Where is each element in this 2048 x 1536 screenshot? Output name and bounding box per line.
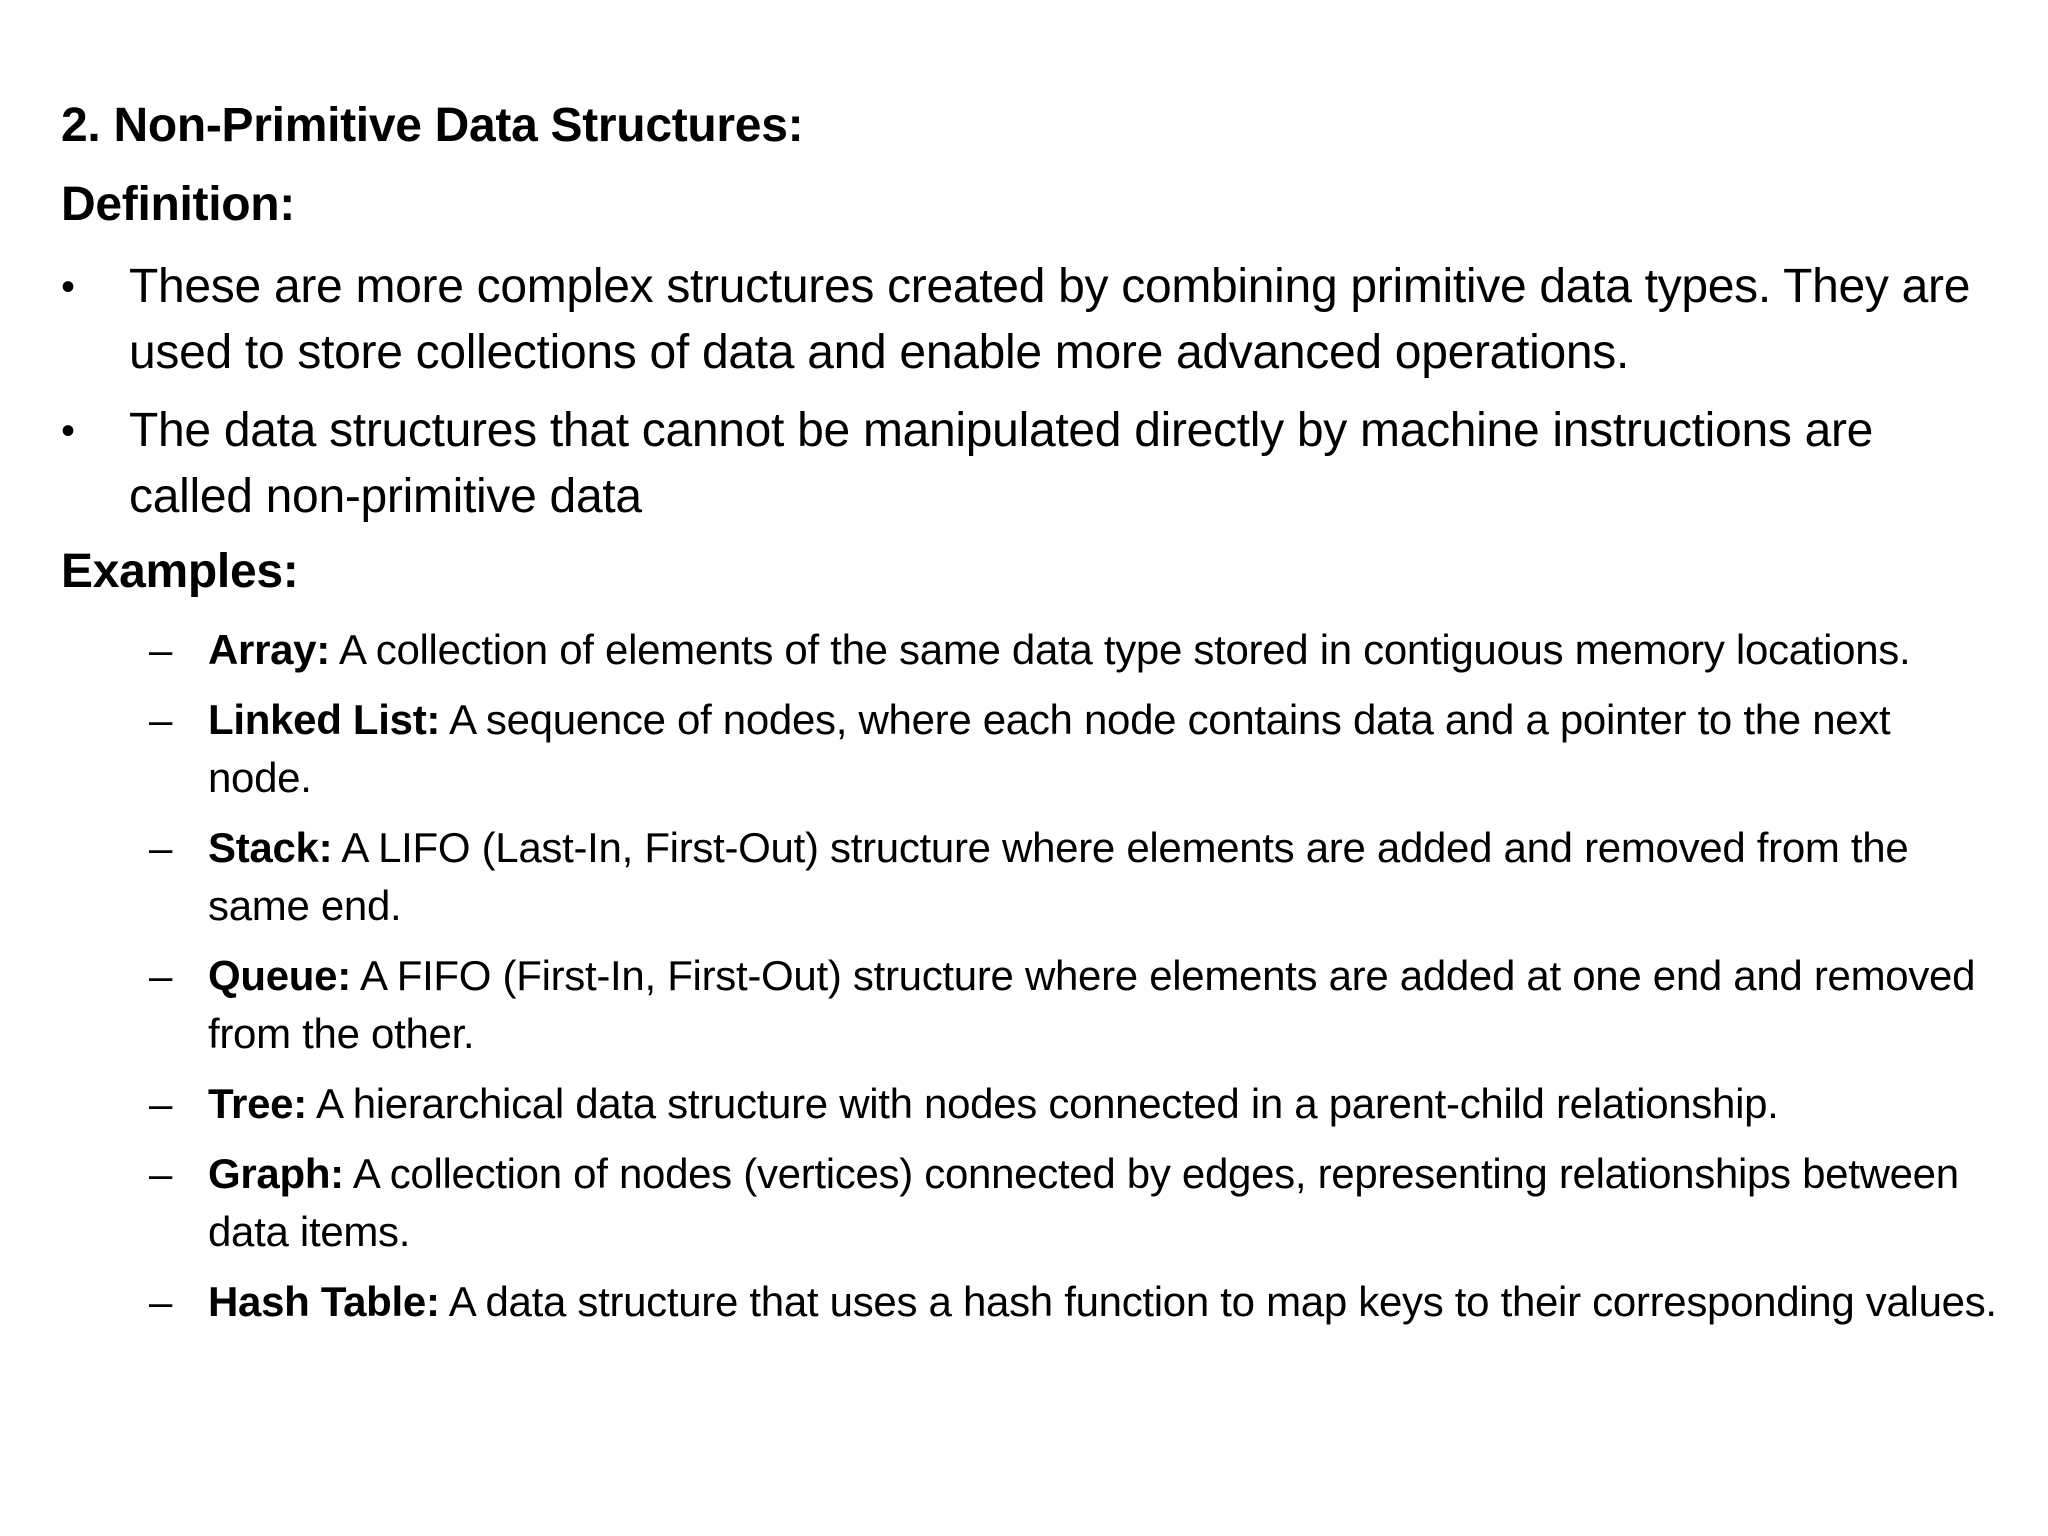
dash-icon: – — [149, 824, 173, 871]
example-item-stack — [61, 819, 2001, 935]
definition-text: These are more complex structures created by combining primitive data types. They are used to store collections of data and enable more advanced operations. — [129, 260, 1971, 379]
dash-icon: – — [149, 1278, 173, 1325]
dash-icon: – — [149, 1080, 173, 1127]
example-term: Hash Table: — [208, 1278, 440, 1325]
example-term: Graph: — [208, 1150, 344, 1197]
definition-bullet — [61, 254, 2001, 386]
example-item-array — [61, 621, 2001, 679]
dash-icon: – — [149, 626, 173, 673]
example-term: Queue: — [208, 952, 351, 999]
example-description: A FIFO (First-In, First-Out) structure where elements are added at one end and removed from the other. — [208, 952, 1976, 1057]
example-description: A LIFO (Last-In, First-Out) structure where elements are added and removed from the same end. — [208, 824, 1909, 929]
example-item-hash-table — [61, 1273, 2001, 1331]
bullet-icon: • — [61, 265, 75, 309]
example-term: Tree: — [208, 1080, 307, 1127]
example-item-graph — [61, 1145, 2001, 1261]
definition-text: The data structures that cannot be manipulated directly by machine instructions are called non-primitive data — [129, 404, 1874, 523]
definition-bullet — [61, 398, 2001, 530]
example-term: Array: — [208, 626, 330, 673]
example-description: A hierarchical data structure with nodes connected in a parent-child relationship. — [306, 1080, 1779, 1127]
example-item-queue — [61, 947, 2001, 1063]
examples-heading: Examples: — [61, 545, 299, 598]
example-term: Linked List: — [208, 696, 441, 743]
examples-list — [61, 621, 2001, 1331]
example-description: A sequence of nodes, where each node contains data and a pointer to the next node. — [208, 696, 1891, 801]
slide-title: 2. Non-Primitive Data Structures: — [61, 99, 804, 152]
example-description: A collection of elements of the same data type stored in contiguous memory locations. — [329, 626, 1911, 673]
dash-icon: – — [149, 952, 173, 999]
example-item-tree — [61, 1075, 2001, 1133]
example-item-linked-list — [61, 691, 2001, 807]
bullet-icon: • — [61, 409, 75, 453]
definition-heading: Definition: — [61, 178, 295, 231]
example-term: Stack: — [208, 824, 333, 871]
dash-icon: – — [149, 1150, 173, 1197]
example-description: A collection of nodes (vertices) connected by edges, representing relationships between data items. — [208, 1150, 1959, 1255]
dash-icon: – — [149, 696, 173, 743]
definition-list — [61, 254, 2001, 530]
example-description: A data structure that uses a hash function to map keys to their corresponding values. — [439, 1278, 1997, 1325]
slide-content — [61, 96, 2001, 1343]
